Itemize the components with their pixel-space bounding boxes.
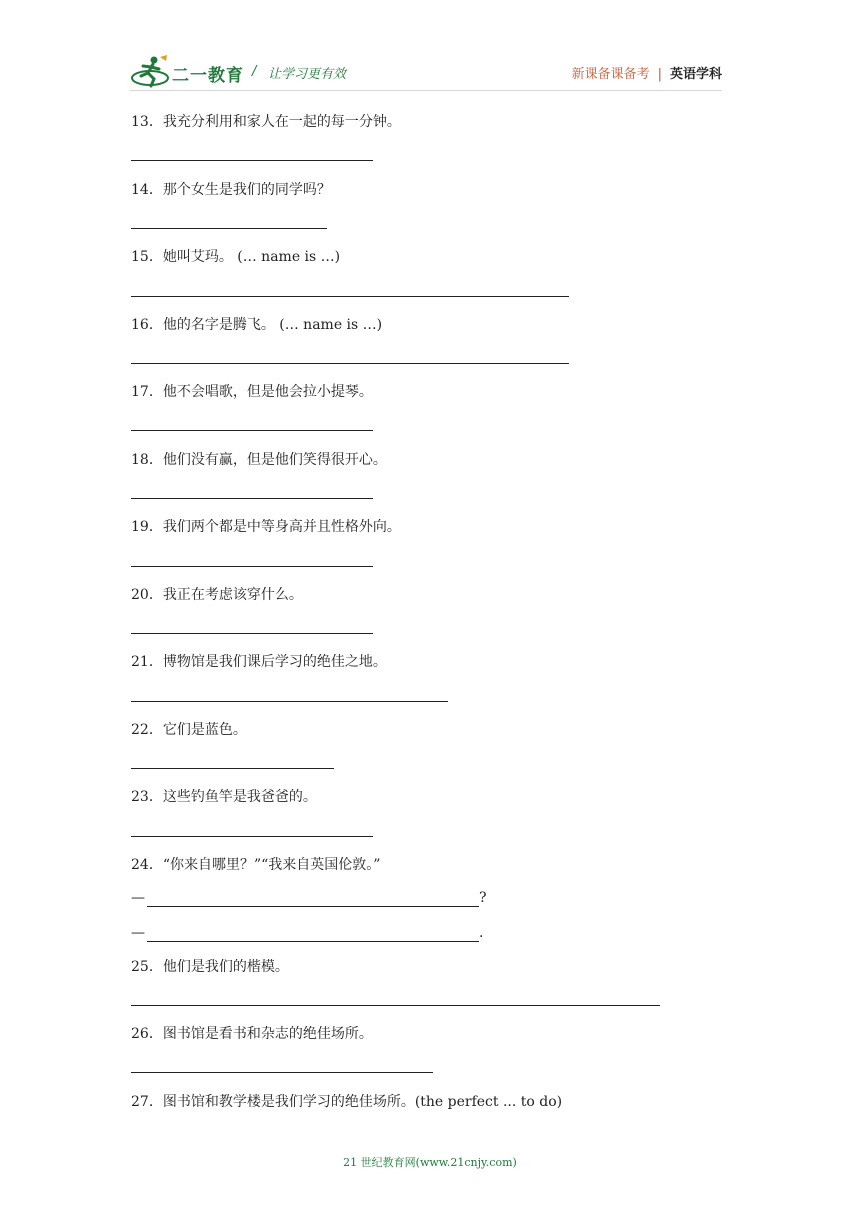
answer-line-18[interactable] bbox=[131, 498, 373, 499]
question-25: 25．他们是我们的楷模。 bbox=[131, 959, 289, 975]
slogan: 让学习更有效 bbox=[268, 67, 347, 82]
answer-line-20[interactable] bbox=[131, 633, 373, 634]
question-20: 20．我正在考虑该穿什么。 bbox=[131, 587, 303, 603]
question-21: 21．博物馆是我们课后学习的绝佳之地。 bbox=[131, 654, 387, 670]
dash-prefix: — bbox=[131, 890, 145, 906]
answer-row-24b bbox=[131, 924, 483, 942]
answer-line-23[interactable] bbox=[131, 836, 373, 837]
answer-line-21[interactable] bbox=[131, 701, 448, 702]
question-19: 19．我们两个都是中等身高并且性格外向。 bbox=[131, 519, 401, 535]
dash-prefix: — bbox=[131, 925, 145, 941]
question-27: 27．图书馆和教学楼是我们学习的绝佳场所。(the perfect ... to do) bbox=[131, 1094, 563, 1110]
question-23: 23．这些钓鱼竿是我爸爸的。 bbox=[131, 789, 317, 805]
question-17: 17．他不会唱歌，但是他会拉小提琴。 bbox=[131, 384, 373, 400]
header-separator: | bbox=[657, 67, 662, 82]
question-mark: ? bbox=[479, 890, 487, 906]
header-right bbox=[572, 63, 722, 82]
logo-text: 二一教育 bbox=[172, 66, 244, 86]
page-header bbox=[0, 0, 860, 96]
slogan-separator: / bbox=[252, 64, 257, 79]
question-26: 26．图书馆是看书和杂志的绝佳场所。 bbox=[131, 1026, 373, 1042]
question-22: 22．它们是蓝色。 bbox=[131, 722, 247, 738]
answer-line-16[interactable] bbox=[131, 363, 569, 364]
question-24: 24．“你来自哪里？”“我来自英国伦敦。” bbox=[131, 857, 381, 873]
period-mark: . bbox=[479, 925, 484, 941]
answer-line-13[interactable] bbox=[131, 160, 373, 161]
answer-line-24b[interactable] bbox=[147, 927, 479, 942]
answer-line-22[interactable] bbox=[131, 768, 334, 769]
question-16: 16．他的名字是腾飞。 (… name is …) bbox=[131, 317, 383, 333]
answer-line-24a[interactable] bbox=[147, 892, 479, 907]
question-13: 13．我充分利用和家人在一起的每一分钟。 bbox=[131, 114, 401, 130]
answer-line-19[interactable] bbox=[131, 566, 373, 567]
page-footer: 21 世纪教育网(www.21cnjy.com) bbox=[343, 1156, 517, 1169]
header-divider bbox=[130, 90, 722, 91]
answer-line-14[interactable] bbox=[131, 228, 327, 229]
header-subject-label: 英语学科 bbox=[669, 67, 722, 82]
question-18: 18．他们没有赢，但是他们笑得很开心。 bbox=[131, 452, 387, 468]
answer-line-25[interactable] bbox=[131, 1005, 660, 1006]
header-course-label: 新课备课备考 bbox=[571, 67, 650, 82]
question-14: 14．那个女生是我们的同学吗？ bbox=[131, 182, 331, 198]
answer-line-15[interactable] bbox=[131, 296, 569, 297]
answer-line-17[interactable] bbox=[131, 430, 373, 431]
answer-row-24a bbox=[131, 889, 487, 907]
question-15: 15．她叫艾玛。 (… name is …) bbox=[131, 249, 341, 265]
answer-line-26[interactable] bbox=[131, 1072, 433, 1073]
